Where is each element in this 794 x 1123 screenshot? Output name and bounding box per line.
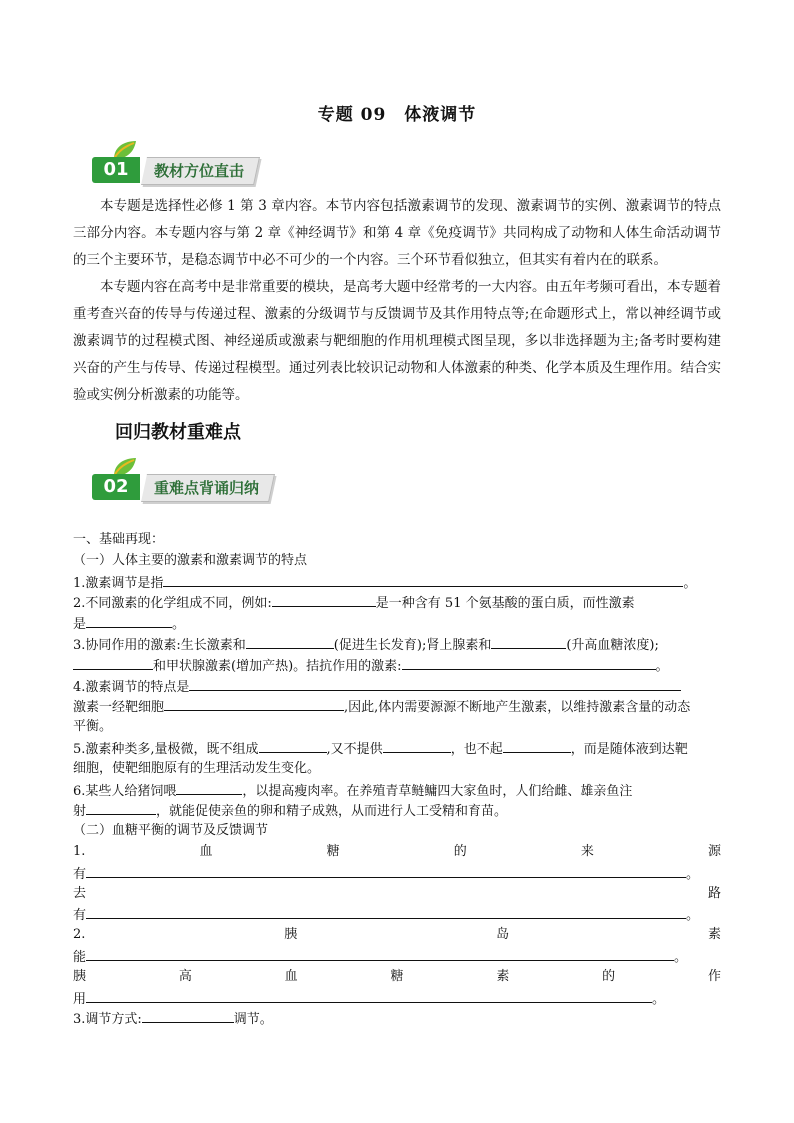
section-banner-01	[92, 153, 317, 187]
answer-blank[interactable]	[259, 738, 327, 753]
answer-blank[interactable]	[86, 988, 652, 1003]
question-4: 4.激素调节的特点是	[73, 676, 721, 697]
heading-basics: 一、基础再现：	[73, 532, 165, 547]
question-4-cont: 激素一经靶细胞 ,因此,体内需要源源不断地产生激素，以维持激素含量的动态	[73, 696, 721, 717]
question-2-cont: 是 。	[73, 613, 721, 634]
section-label: 重难点背诵归纳	[141, 474, 275, 502]
answer-blank[interactable]	[142, 1008, 234, 1023]
question-1: 1.激素调节是指 。	[73, 572, 721, 593]
question-2: 2.不同激素的化学组成不同，例如: 是一种含有 51 个氨基酸的蛋白质，而性激素	[73, 592, 721, 613]
answer-blank[interactable]	[86, 613, 172, 628]
answer-blank[interactable]	[189, 676, 681, 691]
question-3-cont: 和甲状腺激素(增加产热)。拮抗作用的激素: 。	[73, 655, 721, 676]
answer-blank[interactable]	[164, 696, 344, 711]
answer-blank[interactable]	[86, 946, 674, 961]
section-number: 02	[92, 474, 140, 500]
answer-blank[interactable]	[383, 738, 451, 753]
answer-blank[interactable]	[163, 572, 683, 587]
answer-blank[interactable]	[503, 738, 571, 753]
question-3: 3.协同作用的激素:生长激素和 (促进生长发育);肾上腺素和 (升高血糖浓度);	[73, 634, 721, 655]
blood-sugar-source-line: 有 。	[73, 863, 721, 884]
insulin-line: 能 。	[73, 946, 721, 967]
document-title: 专题 09 体液调节	[317, 105, 477, 125]
heading-part-1: （一）人体主要的激素和激素调节的特点	[73, 552, 308, 568]
intro-paragraph-1: 本专题是选择性必修 1 第 3 章内容。本节内容包括激素调节的发现、激素调节的实例、激素调节的特点三部分内容。本专题内容与第 2 章《神经调节》和第 4 章《免疫调节》共同构成了动物和人体生命活动调节的三个主要环节，是稳态调节中必不可少的一个内容。三个环节看似独立，但其实有着内在的联系。	[73, 198, 721, 268]
worksheet-questions	[73, 530, 721, 1029]
answer-blank[interactable]	[86, 863, 686, 878]
section-number: 01	[92, 157, 140, 183]
answer-blank[interactable]	[86, 800, 156, 815]
answer-blank[interactable]	[86, 904, 686, 919]
blood-sugar-source-label: 1. 血 糖 的 来 源	[73, 843, 721, 859]
answer-blank[interactable]	[272, 592, 376, 607]
intro-paragraph-2: 本专题内容在高考中是非常重要的模块，是高考大题中经常考的一大内容。由五年考频可看出，本专题着重考查兴奋的传导与传递过程、激素的分级调节与反馈调节及其作用特点等;在命题形式上，常以神经调节或激素调节的过程模式图、神经递质或激素与靶细胞的作用机理模式图呈现，多以非选择题为主;备考时要构建兴奋的产生与传导、传递过程模型。通过列表比较识记动物和人体激素的种类、化学本质及生理作用。结合实验或实例分析激素的功能等。	[73, 279, 721, 403]
regulation-mode: 3.调节方式: 调节。	[73, 1008, 721, 1029]
question-5-cont: 细胞，使靶细胞原有的生理活动发生变化。	[73, 760, 321, 776]
question-6-cont: 射 ，就能促使亲鱼的卵和精子成熟，从而进行人工受精和育苗。	[73, 800, 721, 821]
blood-sugar-sink-label: 去 路	[73, 885, 721, 901]
answer-blank[interactable]	[246, 634, 334, 649]
subheading: 回归教材重难点	[115, 422, 241, 443]
section-banner-02	[92, 470, 317, 504]
heading-part-2: （二）血糖平衡的调节及反馈调节	[73, 823, 269, 839]
question-5: 5.激素种类多,量极微，既不组成 ,又不提供 ，也不起 ，而是随体液到达靶	[73, 738, 721, 759]
glucagon-label: 胰 高 血 糖 素 的 作	[73, 968, 721, 984]
insulin-label: 2. 胰 岛 素	[73, 927, 721, 943]
section-label: 教材方位直击	[141, 157, 260, 185]
answer-blank[interactable]	[176, 780, 242, 795]
answer-blank[interactable]	[73, 655, 153, 670]
question-6: 6.某些人给猪饲喂 ，以提高瘦肉率。在养殖青草鲢鳙四大家鱼时，人们给雌、雄亲鱼注	[73, 780, 721, 801]
answer-blank[interactable]	[402, 655, 656, 670]
blood-sugar-sink-line: 有 。	[73, 904, 721, 925]
question-4-end: 平衡。	[73, 719, 113, 735]
answer-blank[interactable]	[491, 634, 566, 649]
glucagon-line: 用 。	[73, 988, 721, 1009]
